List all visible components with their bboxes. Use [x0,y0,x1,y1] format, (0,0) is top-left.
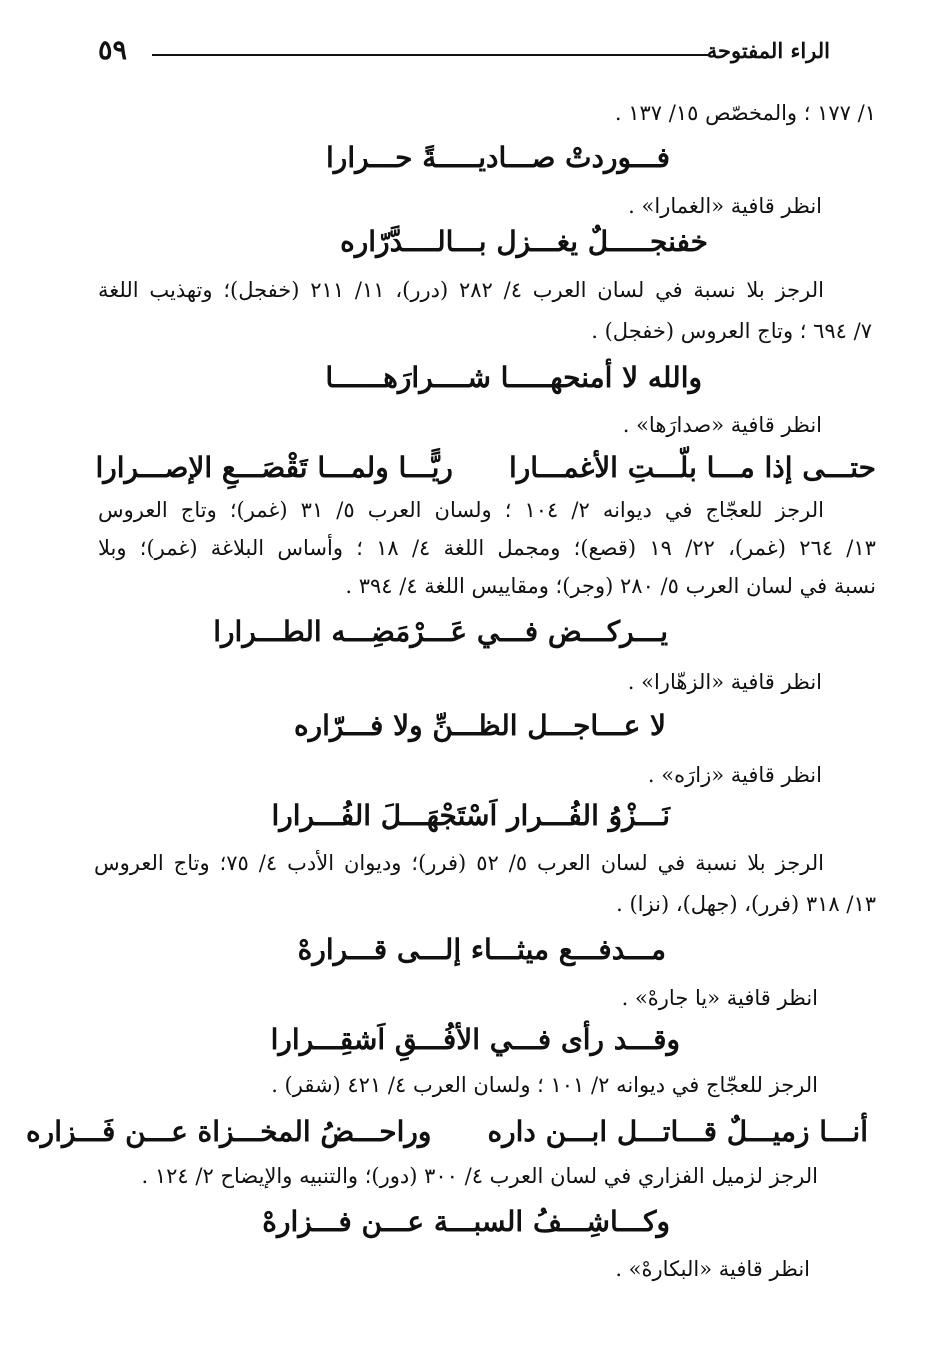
citation-line: الرجز للعجّاج في ديوانه ٢/ ١٠٤ ؛ ولسان العرب ٥/ ٣١ (غمر)؛ وتاج العروس [98,498,824,522]
cross-reference: انظر قافية «زارَه» . [647,763,822,787]
verse-line [95,450,876,486]
verse-line: وقـــد رأى فـــي الأفُـــقِ اَشقِـــرارا [270,1023,680,1056]
verse-line: نَـــزْوُ الفُـــرار اَسْتَجْهَـــلَ الفُـــرارا [271,799,670,832]
header-rule [152,54,708,56]
cross-reference: انظر قافية «يا جارهْ» . [621,986,818,1010]
verse-line: وكـــاشِـــفُ السبـــة عـــن فـــزارهْ [262,1205,670,1238]
citation-line: ١٣/ ٣١٨ (فرر)، (جهل)، (نزا) . [616,892,876,916]
citation-line: نسبة في لسان العرب ٥/ ٢٨٠ (وجر)؛ ومقاييس اللغة ٤/ ٣٩٤ . [345,574,876,598]
verse-line: لا عـــاجـــل الظـــنِّ ولا فـــرّاره [293,709,666,742]
citation-line: الرجز لزميل الفزاري في لسان العرب ٤/ ٣٠٠ (دور)؛ والتنبيه والإيضاح ٢/ ١٢٤ . [141,1164,818,1188]
verse-line [26,1114,868,1150]
citation-line: ١٣/ ٢٦٤ (غمر)، ٢٢/ ١٩ (قصع)؛ ومجمل اللغة ٤/ ١٨ ؛ وأساس البلاغة (غمر)؛ وبلا [98,536,876,560]
verse-line: والله لا أمنحهـــــا شــــرارَهــــــا [325,361,702,394]
page-header [98,36,830,66]
verse-line: يـــركـــض فـــي عَـــرْمَضِـــه الطـــرارا [213,615,668,648]
verse-hemistich-first: حتـــى إذا مـــا بلّـــتِ الأغمـــارا [508,451,876,484]
cross-reference: انظر قافية «الزهّارا» . [627,670,822,694]
cross-reference: انظر قافية «البكارهْ» . [615,1257,810,1281]
running-title: الراء المفتوحة [706,38,830,63]
citation-line: الرجز للعجّاج في ديوانه ٢/ ١٠١ ؛ ولسان العرب ٤/ ٤٢١ (شقر) . [271,1073,818,1097]
citation-line: الرجز بلا نسبة في لسان العرب ٥/ ٥٢ (فرر)؛ وديوان الأدب ٤/ ٧٥؛ وتاج العروس [94,851,824,875]
cross-reference: انظر قافية «الغمارا» . [628,194,822,218]
verse-hemistich-second: وراحـــضُ المخـــزاة عـــن فَـــزاره [26,1115,432,1148]
citation-line: الرجز بلا نسبة في لسان العرب ٤/ ٢٨٢ (درر)، ١١/ ٢١١ (خفجل)؛ وتهذيب اللغة [98,278,824,302]
verse-line: مـــدفـــع ميثـــاء إلـــى قـــرارهْ [297,933,666,966]
verse-hemistich-second: ريًّـــا ولمـــا تَقْصَـــعِ الإصـــرارا [95,451,453,484]
citation-line: ٧/ ٦٩٤ ؛ وتاج العروس (خفجل) . [591,319,872,343]
verse-hemistich-first: أنـــا زميـــلٌ قـــاتـــل ابـــن داره [487,1115,868,1148]
citation-line: ١/ ١٧٧ ؛ والمخصّص ١٥/ ١٣٧ . [614,101,876,125]
page-number: ٥٩ [98,35,128,66]
verse-line: فـــوردتْ صـــاديـــــةً حـــرارا [326,141,670,174]
verse-line: خفنجـــــلٌ يغـــزل بـــالــــدَّرّاره [340,225,708,258]
cross-reference: انظر قافية «صدارَها» . [622,413,822,437]
